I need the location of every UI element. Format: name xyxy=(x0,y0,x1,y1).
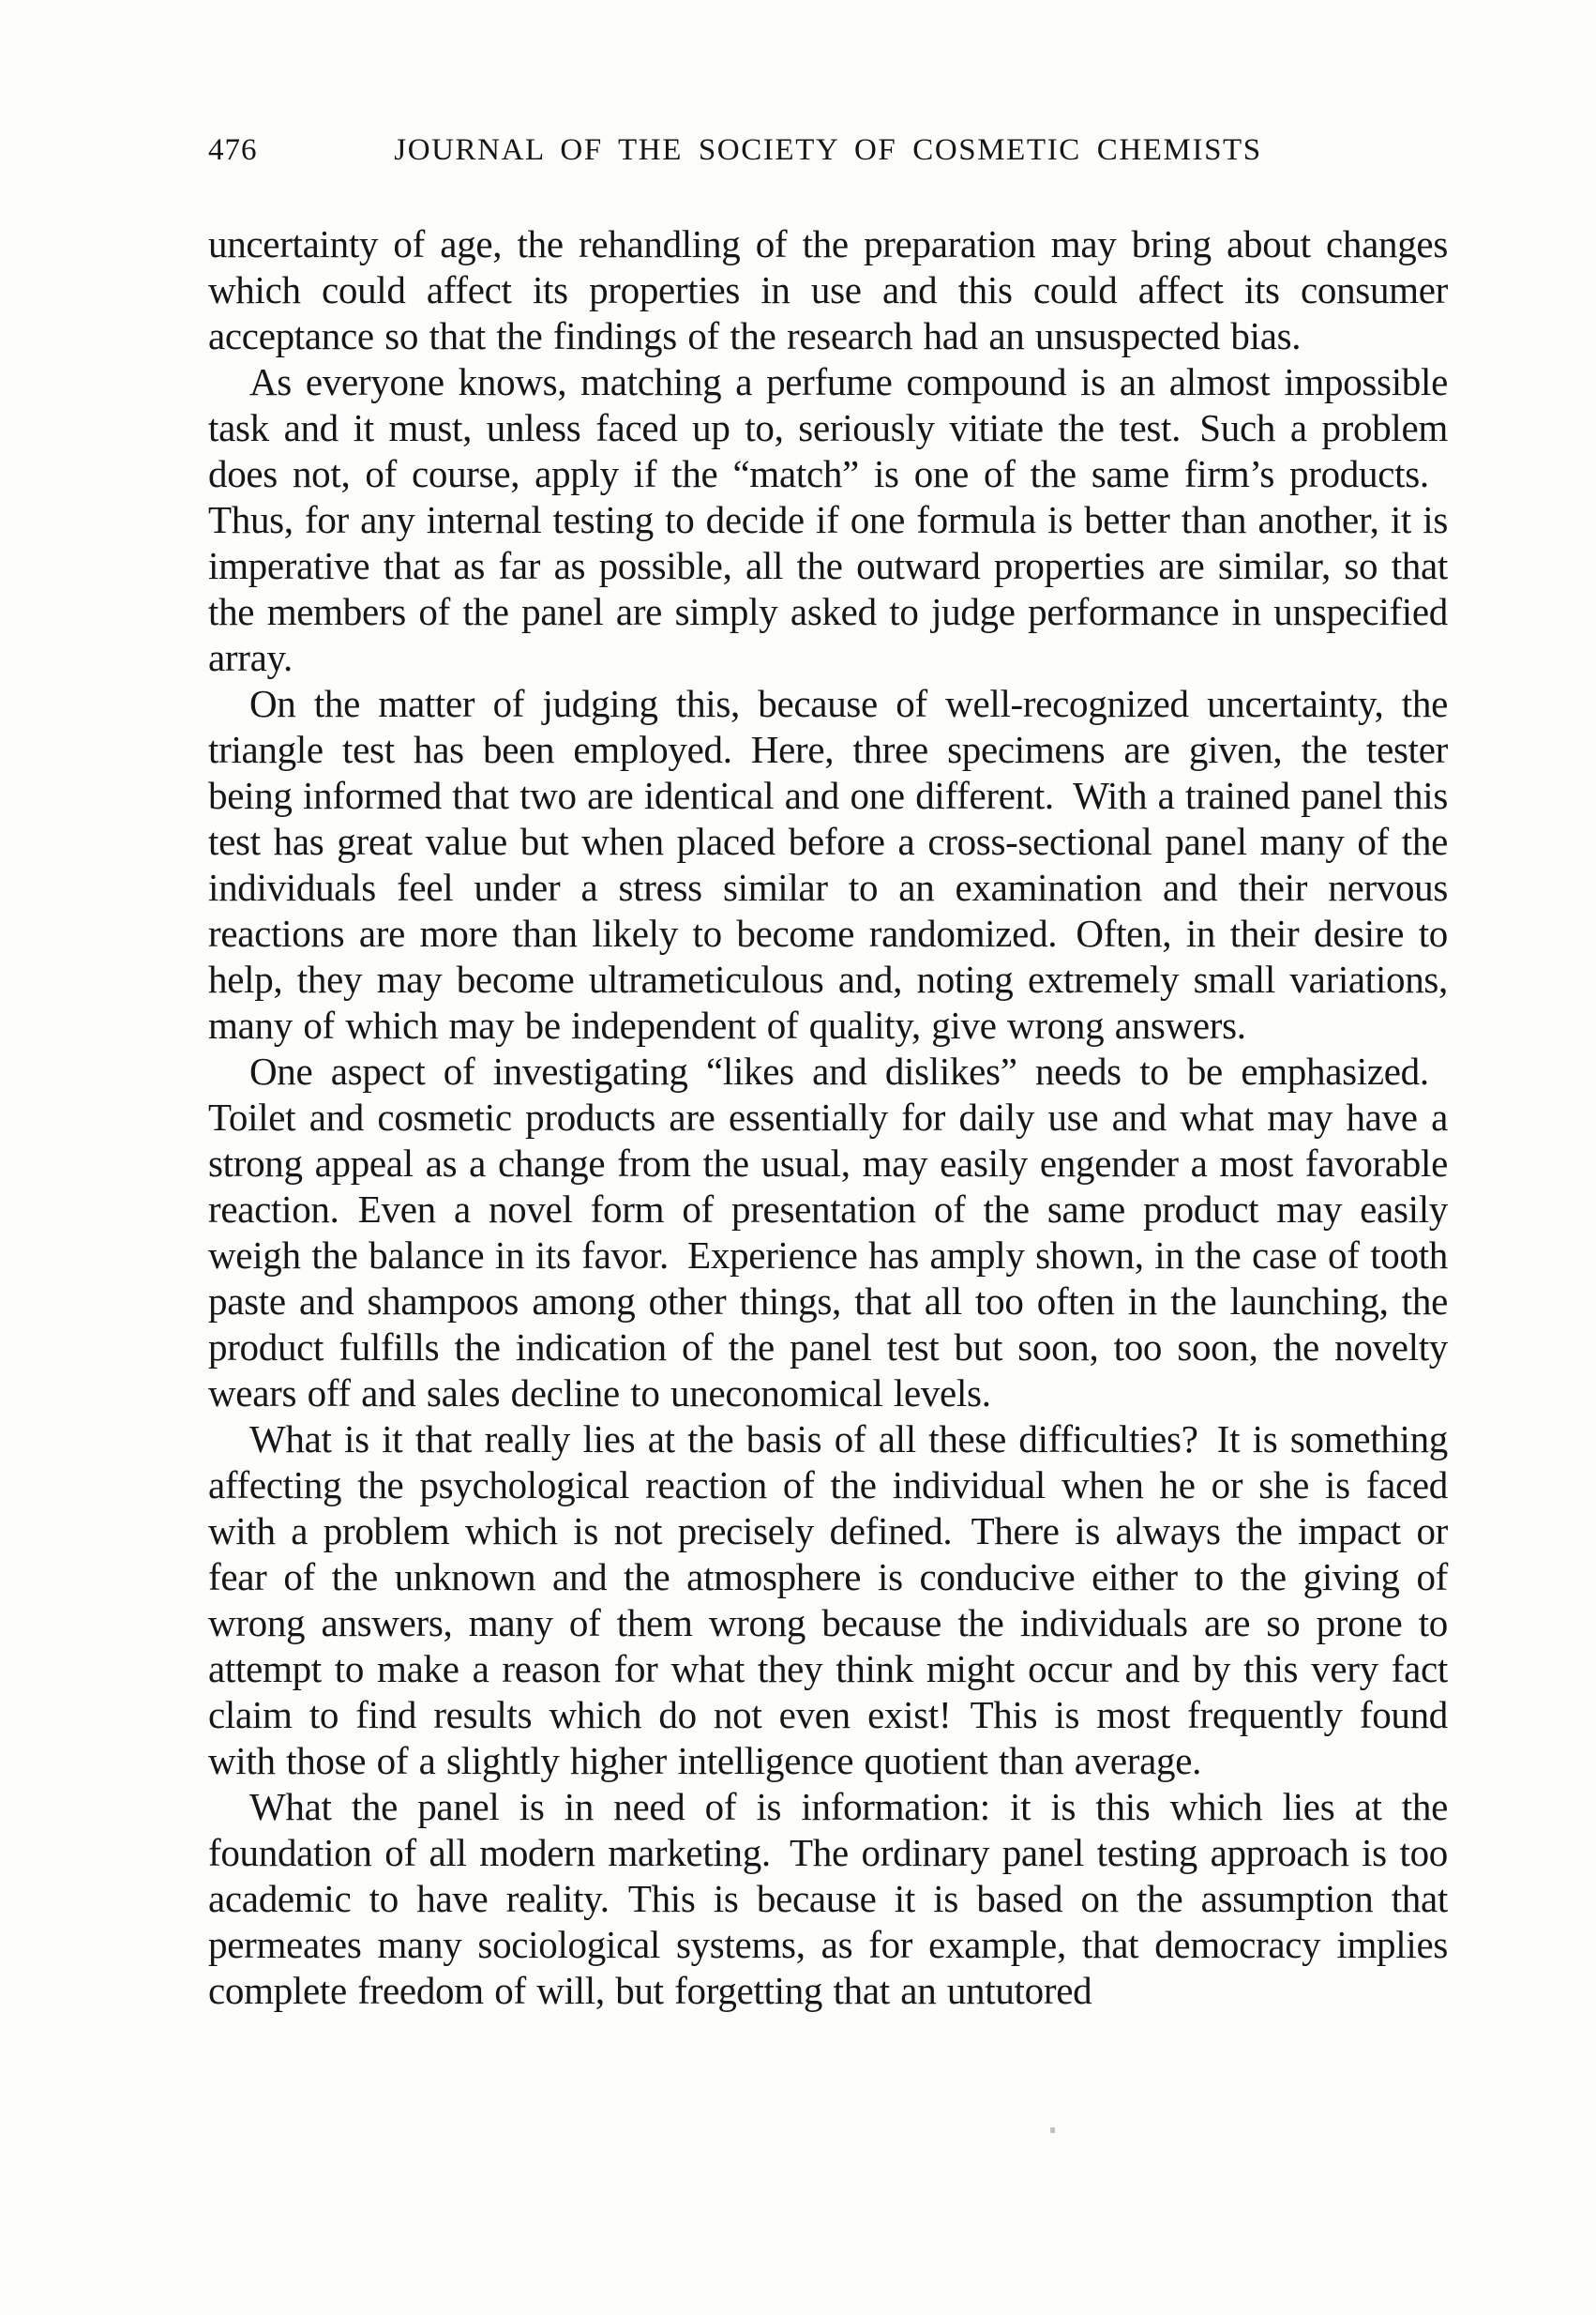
scan-speck xyxy=(1050,2127,1055,2133)
paragraph: uncertainty of age, the rehandling of the preparation may bring about changes which could affect its properties in use and this could affect its consumer acceptance so that the findings of the research had an unsuspected bias. xyxy=(208,222,1448,357)
page-number: 476 xyxy=(208,133,258,167)
page-body xyxy=(208,221,1448,2014)
running-title: JOURNAL OF THE SOCIETY OF COSMETIC CHEMISTS xyxy=(394,133,1262,167)
paragraph: One aspect of investigating “likes and dislikes” needs to be emphasized. Toilet and cosmetic products are essentially for daily use and what may have a strong appeal as a change from the usual, may easily engender a most favorable reaction. Even a novel form of presentation of the same product may easily weigh the balance in its favor. Experience has amply shown, in the case of tooth paste and shampoos among other things, that all too often in the launching, the product fulfills the indication of the panel test but soon, too soon, the novelty wears off and sales decline to uneconomical levels. xyxy=(208,1050,1448,1415)
paragraph: What is it that really lies at the basis of all these difficulties? It is something affecting the psychological reaction of the individual when he or she is faced with a problem which is not precisely defined. There is always the impact or fear of the unknown and the atmosphere is conducive either to the giving of wrong answers, many of them wrong because the individuals are so prone to attempt to make a reason for what they think might occur and by this very fact claim to find results which do not even exist! This is most frequently found with those of a slightly higher intelligence quotient than average. xyxy=(208,1417,1448,1782)
paragraph: On the matter of judging this, because of well-recognized uncertainty, the triangle test has been employed. Here, three specimens are given, the tester being informed that two are identical and one different. With a trained panel this test has great value but when placed before a cross-sectional panel many of the individuals feel under a stress similar to an examination and their nervous reactions are more than likely to become randomized. Often, in their desire to help, they may become ultrameticulous and, noting extremely small variations, many of which may be independent of quality, give wrong answers. xyxy=(208,682,1448,1047)
paragraph: What the panel is in need of is information: it is this which lies at the foundation of all modern marketing. The ordinary panel testing approach is too academic to have reality. This is because it is based on the assumption that permeates many sociological systems, as for example, that democracy implies complete freedom of will, but forgetting that an untutored xyxy=(208,1785,1448,2012)
page-header xyxy=(208,133,1448,171)
text-column xyxy=(208,133,1448,2014)
paragraph: As everyone knows, matching a perfume compound is an almost impossible task and it must, unless faced up to, seriously vitiate the test. Such a problem does not, of course, apply if the “match” is one of the same firm’s products. Thus, for any internal testing to decide if one formula is better than another, it is imperative that as far as possible, all the outward properties are similar, so that the members of the panel are simply asked to judge performance in unspecified array. xyxy=(208,360,1448,679)
